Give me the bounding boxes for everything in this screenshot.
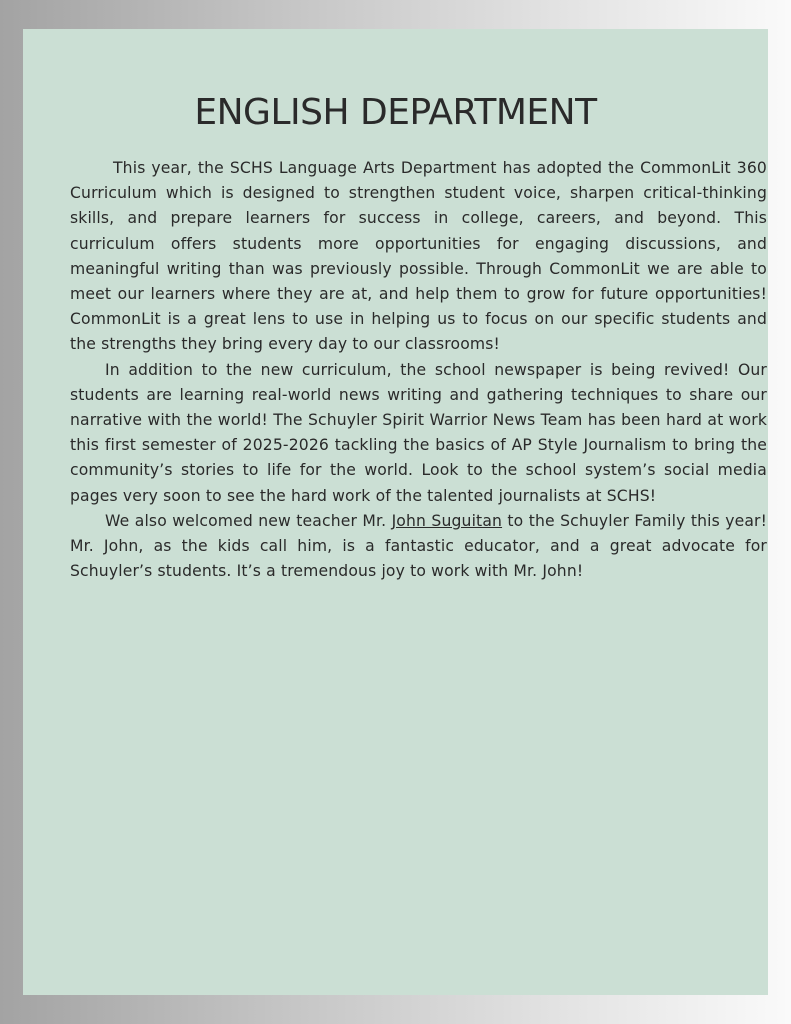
paragraph-new-teacher (70, 509, 767, 585)
teacher-name-link[interactable]: John Suguitan (391, 511, 503, 530)
content-panel (23, 29, 768, 995)
article-body (70, 156, 767, 584)
paragraph-new-teacher-rest: to the Schuyler Family this year! Mr. John, as the kids call him, is a fantastic educator, and a great advocate for Schuyler’s students. It’s a tremendous joy to work with Mr. John! (70, 511, 768, 581)
paragraph-new-teacher-intro: We also welcomed new teacher Mr. (105, 511, 392, 530)
paragraph-newspaper: In addition to the new curriculum, the school newspaper is being revived! Our students are learning real-world news writing and gathering techniques to share our narrative with the world! The Schuyler Spirit Warrior News Team has been hard at work this first semester of 2025-2026 tackling the basics of AP Style Journalism to bring the community’s stories to life for the world. Look to the school system’s social media pages very soon to see the hard work of the talented journalists at SCHS! (70, 360, 767, 505)
page-title: ENGLISH DEPARTMENT (194, 92, 597, 133)
paragraph-curriculum: This year, the SCHS Language Arts Department has adopted the CommonLit 360 Curriculum which is designed to strengthen student voice, sharpen critical-thinking skills, and prepare learners for success in college, careers, and beyond. This curriculum offers students more opportunities for engaging discussions, and meaningful writing than was previously possible. Through CommonLit we are able to meet our learners where they are at, and help them to grow for future opportunities! CommonLit is a great lens to use in helping us to focus on our specific students and the strengths they bring every day to our classrooms! (70, 159, 767, 354)
